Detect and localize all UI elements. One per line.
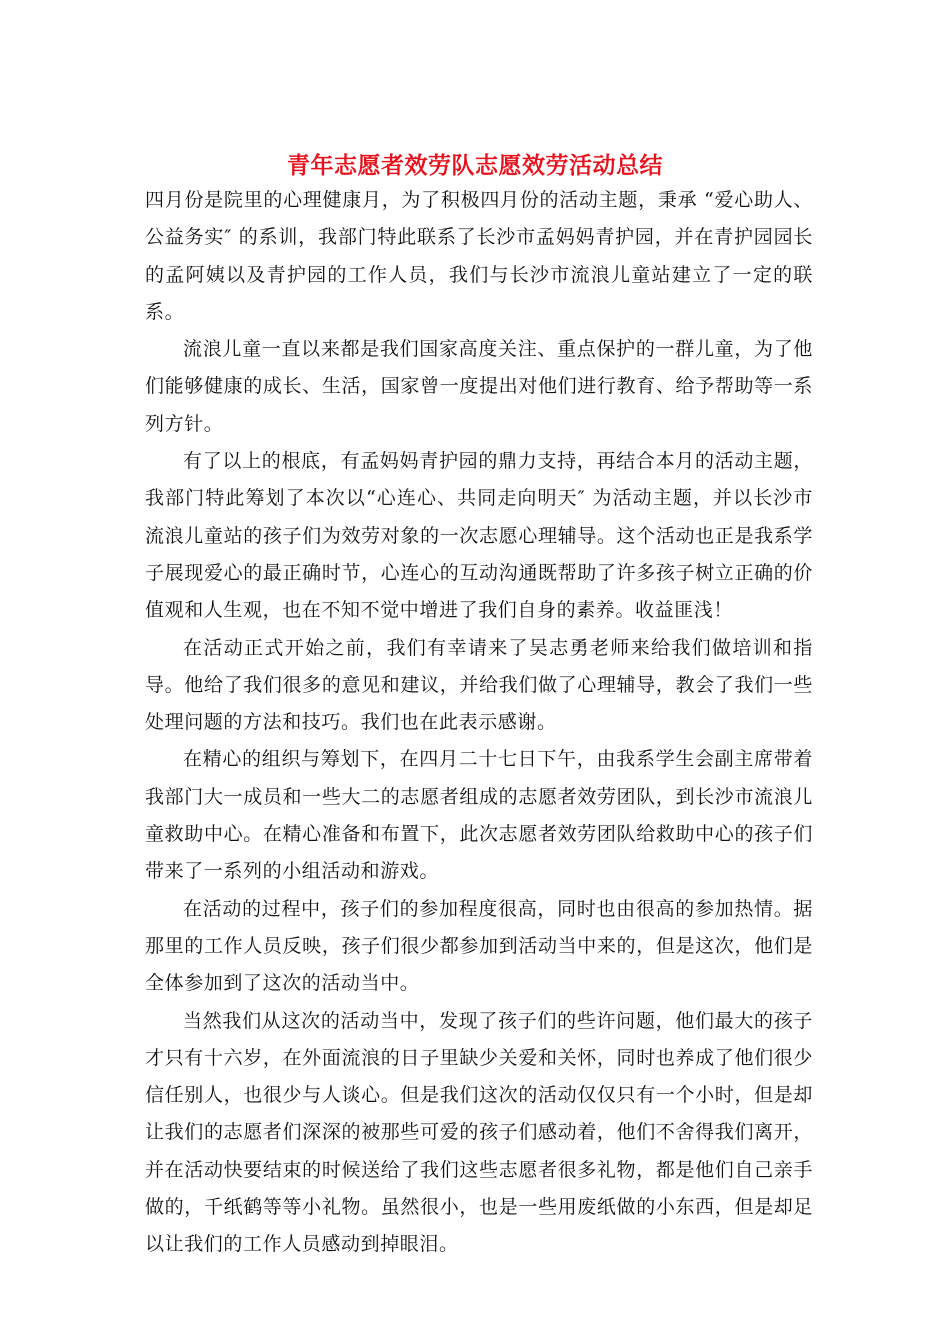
- document-body: [145, 182, 813, 1264]
- paragraph-training: 在活动正式开始之前，我们有幸请来了吴志勇老师来给我们做培训和指导。他给了我们很多的意见和建议，并给我们做了心理辅导，教会了我们一些处理问题的方法和技巧。我们也在此表示感谢。: [145, 636, 813, 734]
- paragraph-intro: 四月份是院里的心理健康月，为了积极四月份的活动主题，秉承 “爱心助人、公益务实″ 的系训，我部门特此联系了长沙市孟妈妈青护园，并在青护园园长的孟阿姨以及青护园的工作人员，我们与长沙市流浪儿童站建立了一定的联系。: [145, 189, 813, 323]
- paragraph-street-children: 流浪儿童一直以来都是我们国家高度关注、重点保护的一群儿童，为了他们能够健康的成长、生活，国家曾一度提出对他们进行教育、给予帮助等一系列方针。: [145, 338, 813, 435]
- document-title: 青年志愿者效劳队志愿效劳活动总结: [287, 152, 663, 179]
- paragraph-activity-plan: 有了以上的根底，有孟妈妈青护园的鼎力支持，再结合本月的活动主题，我部门特此筹划了本次以“心连心、共同走向明天″ 为活动主题，并以长沙市流浪儿童站的孩子们为效劳对象的一次志愿心理辅导。这个活动也正是我系学子展现爱心的最正确时节，心连心的互动沟通既帮助了许多孩子树立正确的价值观和人生观，也在不知不觉中增进了我们自身的素养。收益匪浅！: [145, 450, 813, 622]
- paragraph-organization: 在精心的组织与筹划下，在四月二十七日下午，由我系学生会副主席带着我部门大一成员和一些大二的志愿者组成的志愿者效劳团队，到长沙市流浪儿童救助中心。在精心准备和布置下，此次志愿者效劳团队给救助中心的孩子们带来了一系列的小组活动和游戏。: [145, 748, 813, 883]
- paragraph-reflection: 当然我们从这次的活动当中，发现了孩子们的些许问题，他们最大的孩子才只有十六岁，在外面流浪的日子里缺少关爱和关怀，同时也养成了他们很少信任别人，也很少与人谈心。但是我们这次的活动仅仅只有一个小时，但是却让我们的志愿者们深深的被那些可爱的孩子们感动着，他们不舍得我们离开，并在活动快要结束的时候送给了我们这些志愿者很多礼物，都是他们自己亲手做的，千纸鹤等等小礼物。虽然很小，也是一些用废纸做的小东西，但是却足以让我们的工作人员感动到掉眼泪。: [145, 1009, 813, 1256]
- paragraph-participation: 在活动的过程中，孩子们的参加程度很高，同时也由很高的参加热情。据那里的工作人员反映，孩子们很少都参加到活动当中来的，但是这次，他们是全体参加到了这次的活动当中。: [145, 897, 813, 995]
